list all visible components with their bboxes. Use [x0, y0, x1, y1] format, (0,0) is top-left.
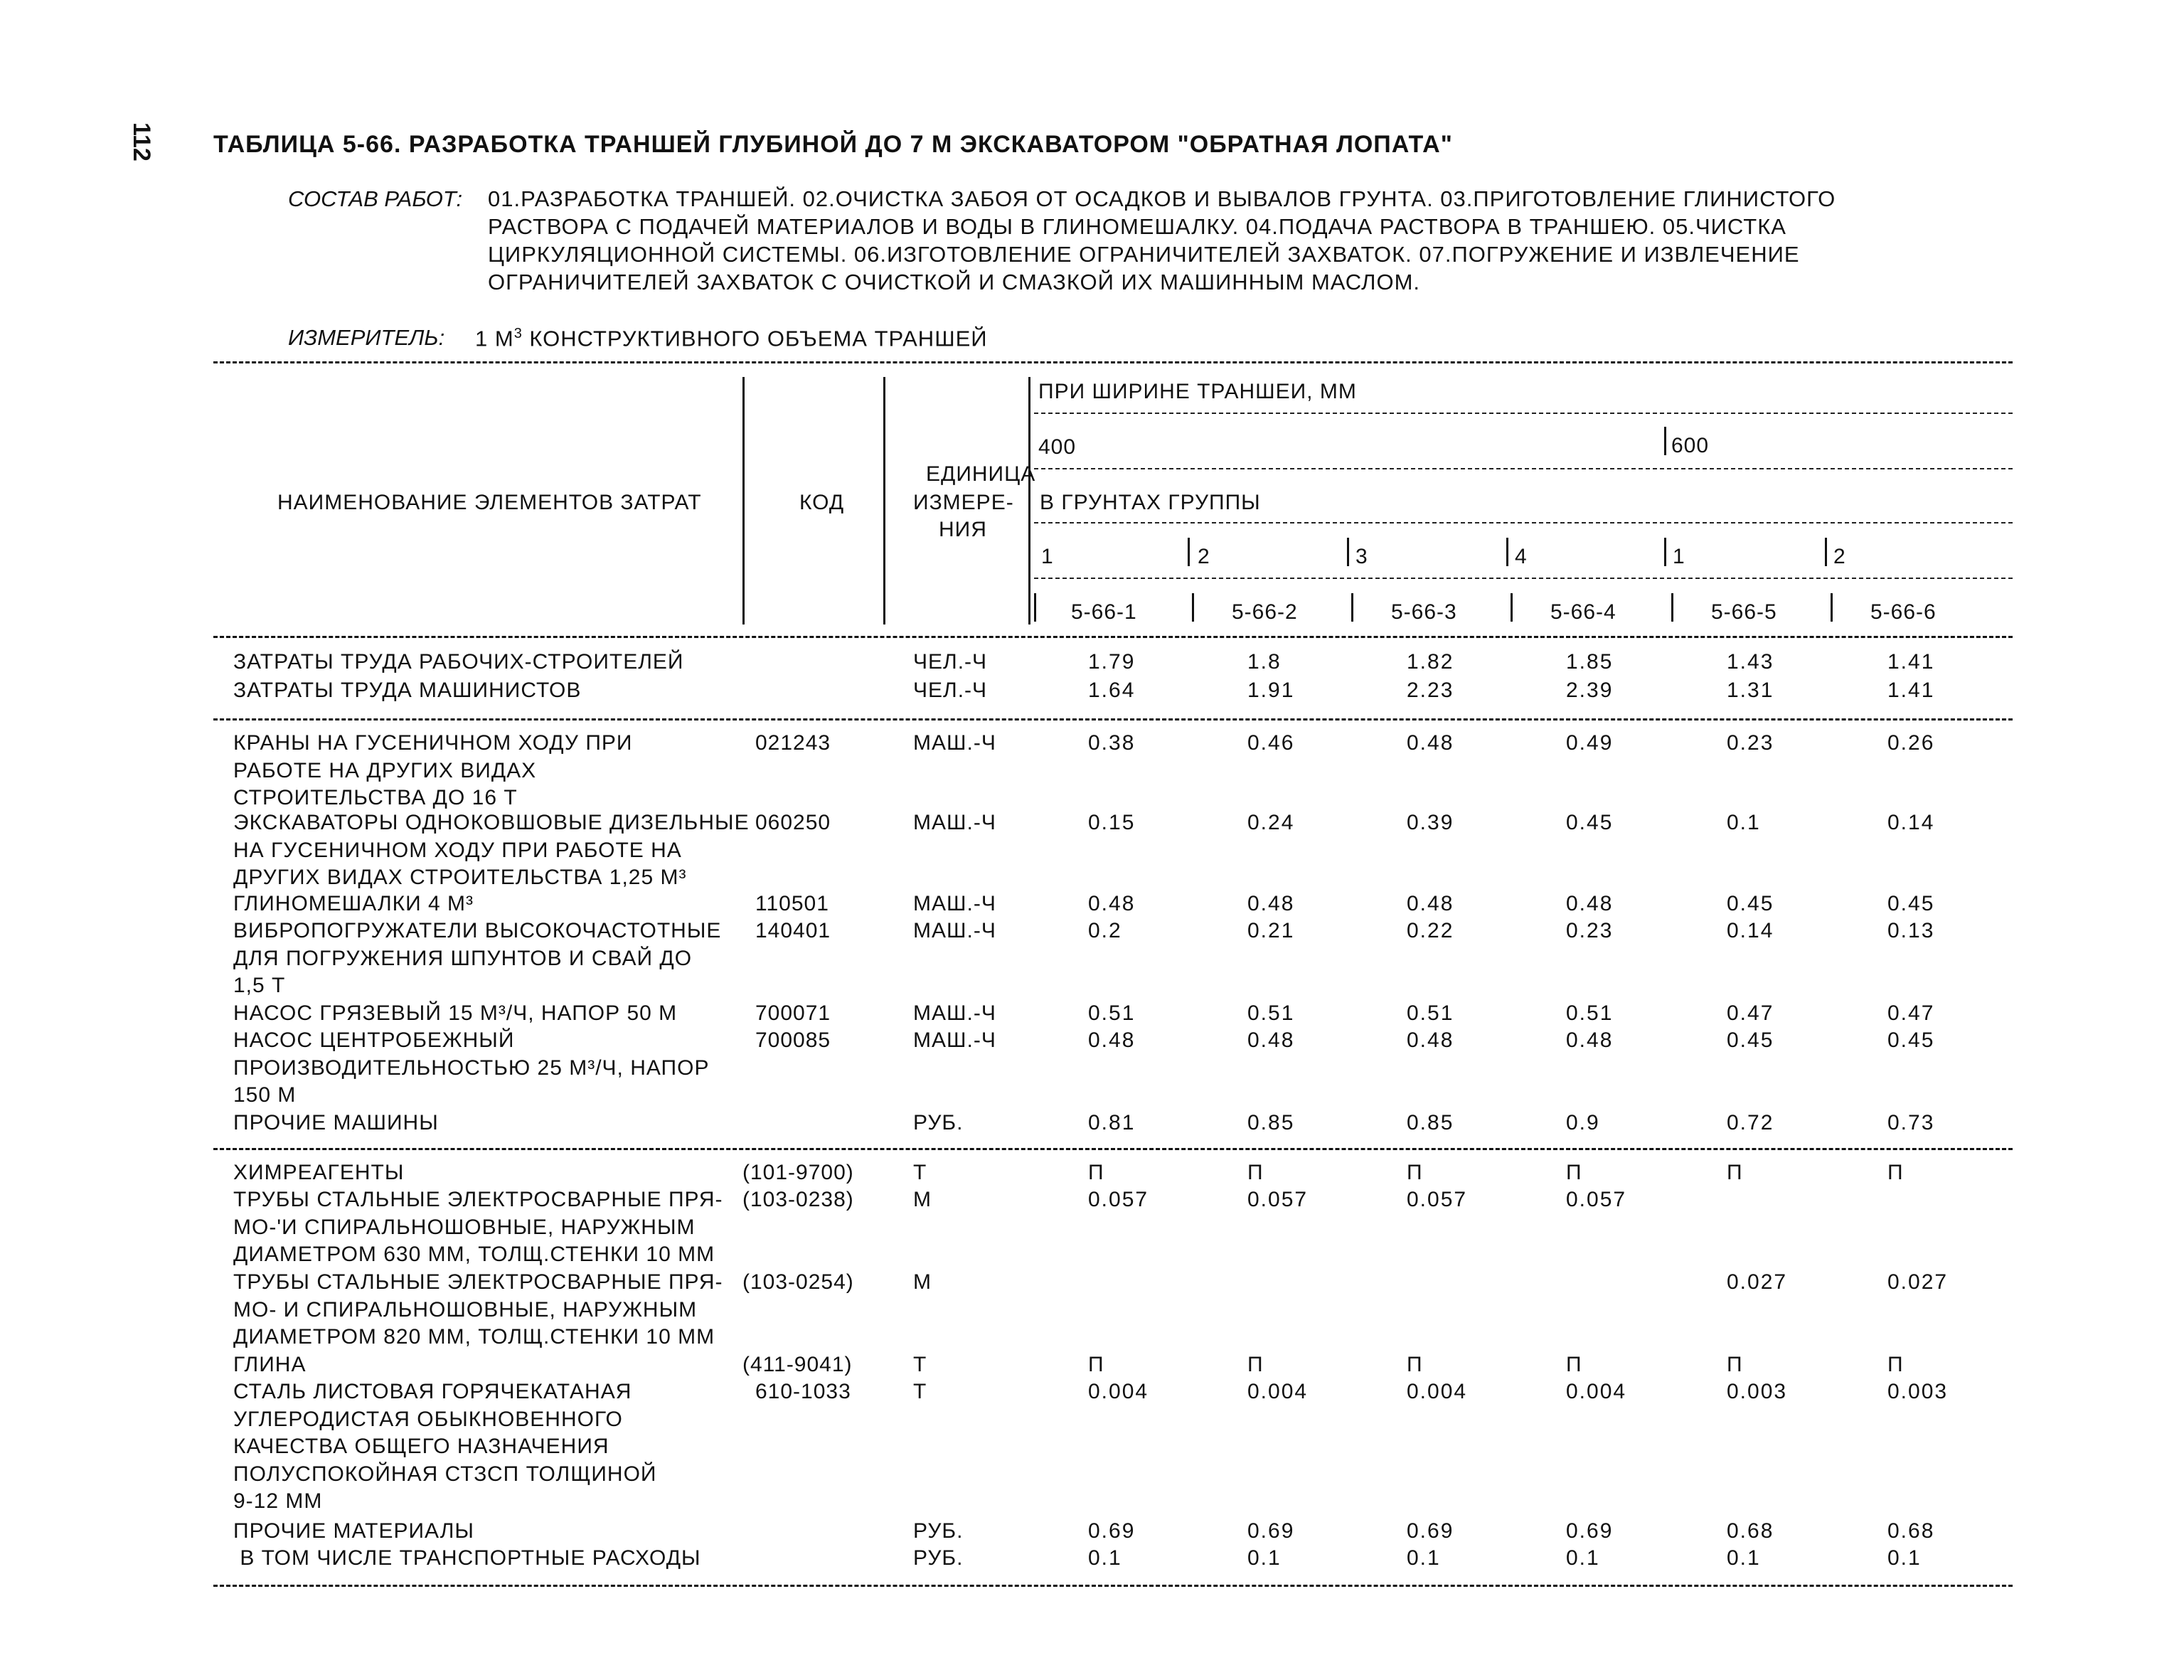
row-name-line: КАЧЕСТВА ОБЩЕГО НАЗНАЧЕНИЯ: [233, 1435, 609, 1458]
row-value: 2.23: [1407, 679, 1454, 702]
row-unit: ЧЕЛ.-Ч: [913, 650, 988, 674]
row-name-line: ДИАМЕТРОМ 820 ММ, ТОЛЩ.СТЕНКИ 10 ММ: [233, 1325, 715, 1349]
header-unit-1: ЕДИНИЦА: [926, 462, 1036, 486]
row-code: 060250: [755, 811, 831, 834]
group-label: 1: [1673, 545, 1685, 568]
row-value: П: [1088, 1353, 1105, 1376]
row-unit: ЧЕЛ.-Ч: [913, 679, 988, 702]
row-value: П: [1727, 1161, 1744, 1184]
code-sep: [1351, 593, 1353, 622]
row-name-line: ХИМРЕАГЕНТЫ: [233, 1161, 405, 1184]
row-value: 1.31: [1727, 679, 1774, 702]
col-sep-name: [742, 377, 745, 624]
row-unit: Т: [913, 1380, 927, 1403]
row-value: 0.24: [1247, 811, 1295, 834]
row-name-line: КРАНЫ НА ГУСЕНИЧНОМ ХОДУ ПРИ: [233, 731, 633, 755]
row-value: 0.9: [1566, 1111, 1600, 1134]
row-value: 0.003: [1887, 1380, 1949, 1403]
row-name-line: ТРУБЫ СТАЛЬНЫЕ ЭЛЕКТРОСВАРНЫЕ ПРЯ-: [233, 1188, 723, 1211]
row-name-line: ВИБРОПОГРУЖАТЕЛИ ВЫСОКОЧАСТОТНЫЕ: [233, 919, 722, 942]
row-value: 0.51: [1247, 1001, 1295, 1025]
column-code: 5-66-5: [1711, 600, 1777, 624]
header-rule: [1034, 413, 2013, 414]
row-name-line: ДЛЯ ПОГРУЖЕНИЯ ШПУНТОВ И СВАЙ ДО: [233, 946, 693, 970]
row-value: 0.003: [1727, 1380, 1788, 1403]
header-unit-2: ИЗМЕРЕ-: [913, 491, 1014, 514]
row-value: 0.48: [1247, 892, 1295, 915]
table-title: ТАБЛИЦА 5-66. РАЗРАБОТКА ТРАНШЕЙ ГЛУБИНОЙ ДО 7 М ЭКСКАВАТОРОМ "ОБРАТНАЯ ЛОПАТА": [213, 131, 1453, 158]
row-name-line: СТРОИТЕЛЬСТВА ДО 16 Т: [233, 786, 518, 809]
row-value: 1.41: [1887, 650, 1935, 674]
column-code: 5-66-4: [1550, 600, 1616, 624]
row-value: 0.47: [1727, 1001, 1774, 1025]
column-code: 5-66-6: [1870, 600, 1937, 624]
row-code: 140401: [755, 919, 831, 942]
col-sep-code: [883, 377, 885, 624]
row-code: (103-0254): [742, 1270, 854, 1294]
row-unit: МАШ.-Ч: [913, 1028, 996, 1052]
row-value: 0.45: [1887, 1028, 1935, 1052]
row-value: 0.51: [1566, 1001, 1614, 1025]
row-value: 0.1: [1727, 811, 1761, 834]
row-value: 0.51: [1088, 1001, 1136, 1025]
row-value: 0.004: [1566, 1380, 1627, 1403]
row-value: 0.46: [1247, 731, 1295, 755]
row-name-line: НА ГУСЕНИЧНОМ ХОДУ ПРИ РАБОТЕ НА: [233, 838, 682, 862]
row-code: (411-9041): [742, 1353, 853, 1376]
row-code: 700085: [755, 1028, 831, 1052]
composition-line: РАСТВОРА С ПОДАЧЕЙ МАТЕРИАЛОВ И ВОДЫ В ГЛИНОМЕШАЛКУ. 04.ПОДАЧА РАСТВОРА В ТРАНШЕЮ. 05.ЧИСТКА: [488, 214, 1786, 239]
row-name-line: ДРУГИХ ВИДАХ СТРОИТЕЛЬСТВА 1,25 М³: [233, 866, 687, 889]
row-value: 0.85: [1407, 1111, 1454, 1134]
row-name-line: ПРОЧИЕ МАШИНЫ: [233, 1111, 439, 1134]
row-unit: МАШ.-Ч: [913, 811, 996, 834]
row-value: 0.69: [1566, 1519, 1614, 1543]
row-value: 0.48: [1247, 1028, 1295, 1052]
header-code: КОД: [799, 491, 845, 514]
row-value: 0.48: [1566, 1028, 1614, 1052]
measure-prefix: 1 М: [475, 326, 514, 351]
header-w400: 400: [1038, 435, 1077, 459]
header-width: ПРИ ШИРИНЕ ТРАНШЕИ, ММ: [1038, 380, 1357, 403]
row-value: 0.69: [1407, 1519, 1454, 1543]
row-value: 0.48: [1088, 1028, 1136, 1052]
row-code: 110501: [755, 892, 829, 915]
row-value: 1.82: [1407, 650, 1454, 674]
row-value: П: [1247, 1161, 1264, 1184]
row-value: 0.69: [1088, 1519, 1136, 1543]
row-name-line: МО- И СПИРАЛЬНОШОВНЫЕ, НАРУЖНЫМ: [233, 1297, 698, 1322]
row-value: 1.79: [1088, 650, 1136, 674]
row-code: (101-9700): [742, 1161, 854, 1184]
row-value: 0.81: [1088, 1111, 1136, 1134]
col-sep-unit: [1028, 377, 1030, 624]
row-value: 0.45: [1727, 892, 1774, 915]
row-name-line: ГЛИНА: [233, 1353, 307, 1376]
table-top-rule: [213, 361, 2013, 363]
row-value: 1.41: [1887, 679, 1935, 702]
row-value: 0.39: [1407, 811, 1454, 834]
row-value: П: [1887, 1353, 1905, 1376]
row-value: 0.1: [1727, 1546, 1761, 1570]
row-value: 0.48: [1566, 892, 1614, 915]
row-name-line: НАСОС ГРЯЗЕВЫЙ 15 М³/Ч, НАПОР 50 М: [233, 1001, 678, 1025]
row-value: 0.1: [1088, 1546, 1122, 1570]
row-value: П: [1727, 1353, 1744, 1376]
row-name-line: ПОЛУСПОКОЙНАЯ СТЗСП ТОЛЩИНОЙ: [233, 1462, 657, 1486]
row-unit: РУБ.: [913, 1519, 964, 1543]
row-code: 700071: [755, 1001, 831, 1025]
row-value: 1.43: [1727, 650, 1774, 674]
row-unit: МАШ.-Ч: [913, 919, 996, 942]
code-sep: [1671, 593, 1673, 622]
header-unit-3: НИЯ: [939, 518, 987, 541]
row-name-line: МО-'И СПИРАЛЬНОШОВНЫЕ, НАРУЖНЫМ: [233, 1215, 696, 1239]
row-value: 0.14: [1727, 919, 1774, 942]
w600-sep: [1664, 427, 1666, 455]
row-value: П: [1407, 1353, 1424, 1376]
group-label: 2: [1198, 545, 1210, 568]
row-unit: М: [913, 1188, 932, 1211]
row-unit: МАШ.-Ч: [913, 892, 996, 915]
row-name-line: ГЛИНОМЕШАЛКИ 4 М³: [233, 892, 474, 915]
row-name-line: ТРУБЫ СТАЛЬНЫЕ ЭЛЕКТРОСВАРНЫЕ ПРЯ-: [233, 1270, 723, 1294]
row-value: 0.51: [1407, 1001, 1454, 1025]
header-bottom-rule: [213, 636, 2013, 638]
column-code: 5-66-3: [1391, 600, 1457, 624]
row-value: 0.45: [1566, 811, 1614, 834]
group-sep: [1825, 538, 1827, 566]
group-sep: [1347, 538, 1349, 566]
measure-value: [475, 326, 988, 349]
row-value: 0.14: [1887, 811, 1935, 834]
composition-line: ЦИРКУЛЯЦИОННОЙ СИСТЕМЫ. 06.ИЗГОТОВЛЕНИЕ ОГРАНИЧИТЕЛЕЙ ЗАХВАТОК. 07.ПОГРУЖЕНИЕ И ИЗВЛЕЧЕНИЕ: [488, 242, 1800, 267]
header-w600: 600: [1671, 434, 1710, 457]
row-value: 0.15: [1088, 811, 1136, 834]
row-value: 0.45: [1887, 892, 1935, 915]
row-value: 0.22: [1407, 919, 1454, 942]
header-name: НАИМЕНОВАНИЕ ЭЛЕМЕНТОВ ЗАТРАТ: [277, 491, 702, 514]
row-name-line: ПРОЧИЕ МАТЕРИАЛЫ: [233, 1519, 474, 1543]
row-name-line: 1,5 Т: [233, 974, 286, 997]
row-value: 0.23: [1727, 731, 1774, 755]
group-label: 2: [1833, 545, 1846, 568]
row-code: 610-1033: [755, 1380, 851, 1403]
row-name-line: НАСОС ЦЕНТРОБЕЖНЫЙ: [233, 1028, 515, 1052]
header-rule: [1034, 468, 2013, 469]
row-name-line: ЗАТРАТЫ ТРУДА РАБОЧИХ-СТРОИТЕЛЕЙ: [233, 650, 684, 674]
row-value: 0.69: [1247, 1519, 1295, 1543]
row-unit: МАШ.-Ч: [913, 1001, 996, 1025]
composition-label: СОСТАВ РАБОТ:: [288, 186, 463, 211]
row-unit: Т: [913, 1161, 927, 1184]
row-name-line: СТАЛЬ ЛИСТОВАЯ ГОРЯЧЕКАТАНАЯ: [233, 1380, 632, 1403]
row-value: 0.2: [1088, 919, 1122, 942]
composition-line: ОГРАНИЧИТЕЛЕЙ ЗАХВАТОК С ОЧИСТКОЙ И СМАЗКОЙ ИХ МАШИННЫМ МАСЛОМ.: [488, 270, 1421, 294]
table-bottom-rule: [213, 1585, 2013, 1587]
row-value: 0.49: [1566, 731, 1614, 755]
row-name-line: РАБОТЕ НА ДРУГИХ ВИДАХ: [233, 758, 537, 782]
code-sep: [1831, 593, 1833, 622]
section-rule: [213, 1148, 2013, 1150]
row-unit: М: [913, 1270, 932, 1294]
row-value: П: [1247, 1353, 1264, 1376]
row-name-line: ДИАМЕТРОМ 630 ММ, ТОЛЩ.СТЕНКИ 10 ММ: [233, 1243, 715, 1266]
page-number: 112: [128, 122, 155, 161]
group-label: 4: [1515, 545, 1528, 568]
header-rule: [1034, 522, 2013, 523]
row-value: 0.057: [1247, 1188, 1309, 1211]
row-value: 0.48: [1407, 892, 1454, 915]
code-sep: [1034, 593, 1036, 622]
row-name-line: В ТОМ ЧИСЛЕ ТРАНСПОРТНЫЕ РАСХОДЫ: [233, 1546, 701, 1570]
row-value: 0.1: [1887, 1546, 1922, 1570]
row-value: 0.23: [1566, 919, 1614, 942]
row-value: 0.057: [1566, 1188, 1627, 1211]
header-soil: В ГРУНТАХ ГРУППЫ: [1040, 491, 1261, 514]
row-value: П: [1566, 1353, 1583, 1376]
row-value: 1.64: [1088, 679, 1136, 702]
measure-suffix: КОНСТРУКТИВНОГО ОБЪЕМА ТРАНШЕЙ: [522, 326, 988, 351]
row-unit: РУБ.: [913, 1546, 964, 1570]
measure-sup: 3: [513, 326, 523, 341]
row-name-line: ЗАТРАТЫ ТРУДА МАШИНИСТОВ: [233, 679, 582, 702]
group-label: 1: [1041, 545, 1054, 568]
row-name-line: ЭКСКАВАТОРЫ ОДНОКОВШОВЫЕ ДИЗЕЛЬНЫЕ: [233, 811, 750, 834]
row-value: П: [1088, 1161, 1105, 1184]
row-name-line: 150 М: [233, 1083, 297, 1107]
row-unit: РУБ.: [913, 1111, 964, 1134]
code-sep: [1192, 593, 1194, 622]
row-name-line: УГЛЕРОДИСТАЯ ОБЫКНОВЕННОГО: [233, 1407, 623, 1431]
row-value: 1.8: [1247, 650, 1282, 674]
row-value: 0.68: [1887, 1519, 1935, 1543]
row-code: 021243: [755, 731, 831, 755]
row-value: 0.45: [1727, 1028, 1774, 1052]
group-sep: [1664, 538, 1666, 566]
row-value: 0.057: [1088, 1188, 1149, 1211]
row-value: 0.38: [1088, 731, 1136, 755]
column-code: 5-66-2: [1232, 600, 1298, 624]
row-value: 0.004: [1247, 1380, 1309, 1403]
row-name-line: 9-12 ММ: [233, 1489, 323, 1513]
row-value: 0.057: [1407, 1188, 1468, 1211]
row-value: 0.13: [1887, 919, 1935, 942]
row-value: 0.48: [1407, 1028, 1454, 1052]
row-value: 0.004: [1407, 1380, 1468, 1403]
row-value: 0.72: [1727, 1111, 1774, 1134]
row-value: П: [1407, 1161, 1424, 1184]
row-code: (103-0238): [742, 1188, 854, 1211]
row-value: 0.26: [1887, 731, 1935, 755]
row-value: 0.47: [1887, 1001, 1935, 1025]
code-sep: [1511, 593, 1513, 622]
row-value: 0.1: [1407, 1546, 1441, 1570]
row-name-line: ПРОИЗВОДИТЕЛЬНОСТЬЮ 25 М³/Ч, НАПОР: [233, 1056, 710, 1080]
row-value: 0.73: [1887, 1111, 1935, 1134]
row-value: 1.91: [1247, 679, 1295, 702]
row-unit: Т: [913, 1353, 927, 1376]
row-value: 0.004: [1088, 1380, 1149, 1403]
group-sep: [1506, 538, 1508, 566]
header-rule: [1034, 578, 2013, 579]
row-value: 0.21: [1247, 919, 1295, 942]
measure-label: ИЗМЕРИТЕЛЬ:: [288, 325, 445, 350]
row-value: 0.48: [1407, 731, 1454, 755]
row-unit: МАШ.-Ч: [913, 731, 996, 755]
group-label: 3: [1355, 545, 1368, 568]
row-value: 0.027: [1727, 1270, 1788, 1294]
row-value: П: [1566, 1161, 1583, 1184]
row-value: 0.68: [1727, 1519, 1774, 1543]
composition-line: 01.РАЗРАБОТКА ТРАНШЕЙ. 02.ОЧИСТКА ЗАБОЯ ОТ ОСАДКОВ И ВЫВАЛОВ ГРУНТА. 03.ПРИГОТОВЛЕНИЕ ГЛИНИСТОГО: [488, 186, 1836, 211]
group-sep: [1188, 538, 1190, 566]
row-value: 0.027: [1887, 1270, 1949, 1294]
row-value: 0.1: [1247, 1546, 1282, 1570]
column-code: 5-66-1: [1071, 600, 1137, 624]
row-value: 1.85: [1566, 650, 1614, 674]
row-value: П: [1887, 1161, 1905, 1184]
row-value: 2.39: [1566, 679, 1614, 702]
section-rule: [213, 718, 2013, 721]
row-value: 0.48: [1088, 892, 1136, 915]
row-value: 0.1: [1566, 1546, 1600, 1570]
row-value: 0.85: [1247, 1111, 1295, 1134]
